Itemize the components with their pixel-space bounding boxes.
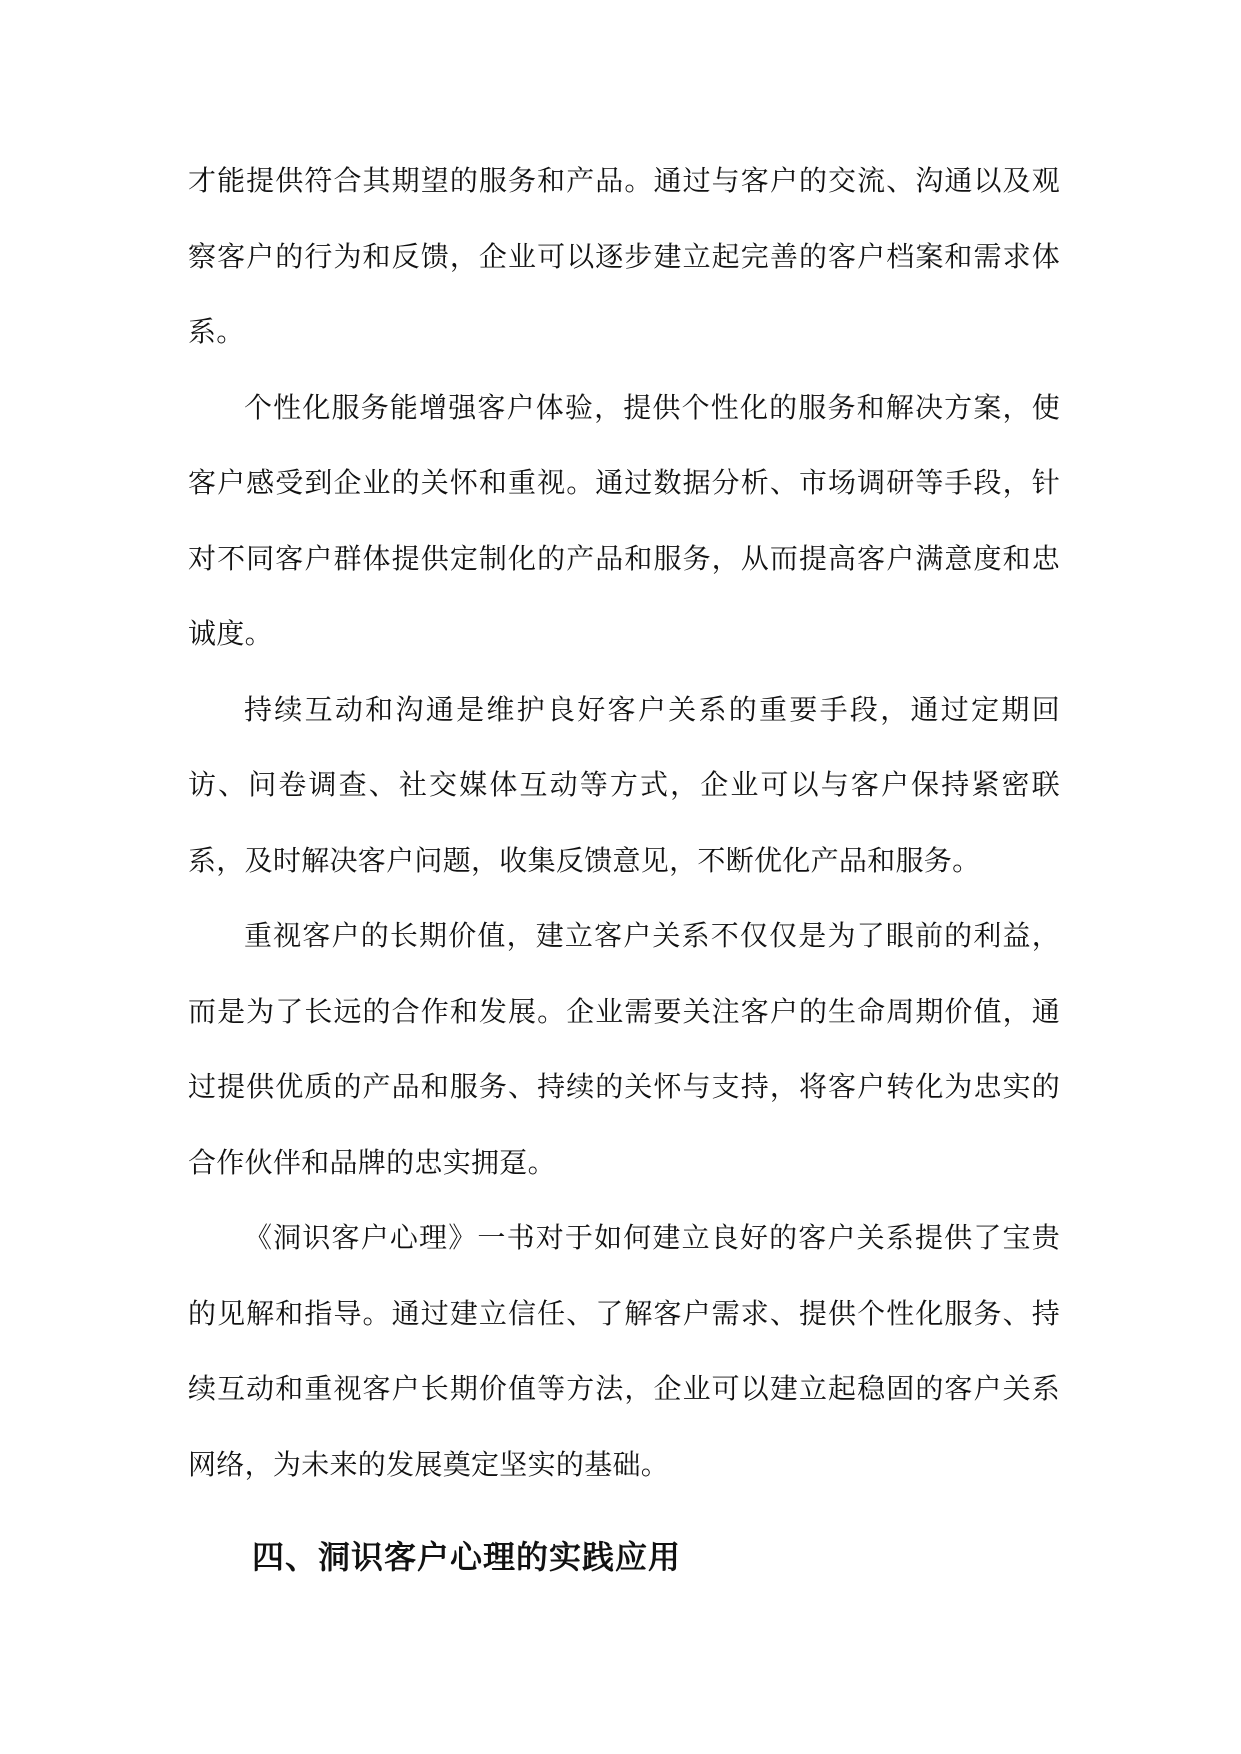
body-text [188,143,1060,1502]
paragraph-book-summary: 《洞识客户心理》一书对于如何建立良好的客户关系提供了宝贵的见解和指导。通过建立信任、了解客户需求、提供个性化服务、持续互动和重视客户长期价值等方法，企业可以建立起稳固的客户关系网络，为未来的发展奠定坚实的基础。 [188,1221,1060,1481]
paragraph-personalized-service: 个性化服务能增强客户体验，提供个性化的服务和解决方案，使客户感受到企业的关怀和重视。通过数据分析、市场调研等手段，针对不同客户群体提供定制化的产品和服务，从而提高客户满意度和忠诚度。 [188,390,1060,650]
paragraph-continuous-interaction: 持续互动和沟通是维护良好客户关系的重要手段，通过定期回访、问卷调查、社交媒体互动等方式，企业可以与客户保持紧密联系，及时解决客户问题，收集反馈意见，不断优化产品和服务。 [188,692,1060,877]
paragraph-long-term-value: 重视客户的长期价值，建立客户关系不仅仅是为了眼前的利益，而是为了长远的合作和发展。企业需要关注客户的生命周期价值，通过提供优质的产品和服务、持续的关怀与支持，将客户转化为忠实的合作伙伴和品牌的忠实拥趸。 [188,919,1060,1179]
section-heading: 四、洞识客户心理的实践应用 [252,1538,682,1576]
paragraph-continued: 才能提供符合其期望的服务和产品。通过与客户的交流、沟通以及观察客户的行为和反馈，企业可以逐步建立起完善的客户档案和需求体系。 [188,164,1060,348]
